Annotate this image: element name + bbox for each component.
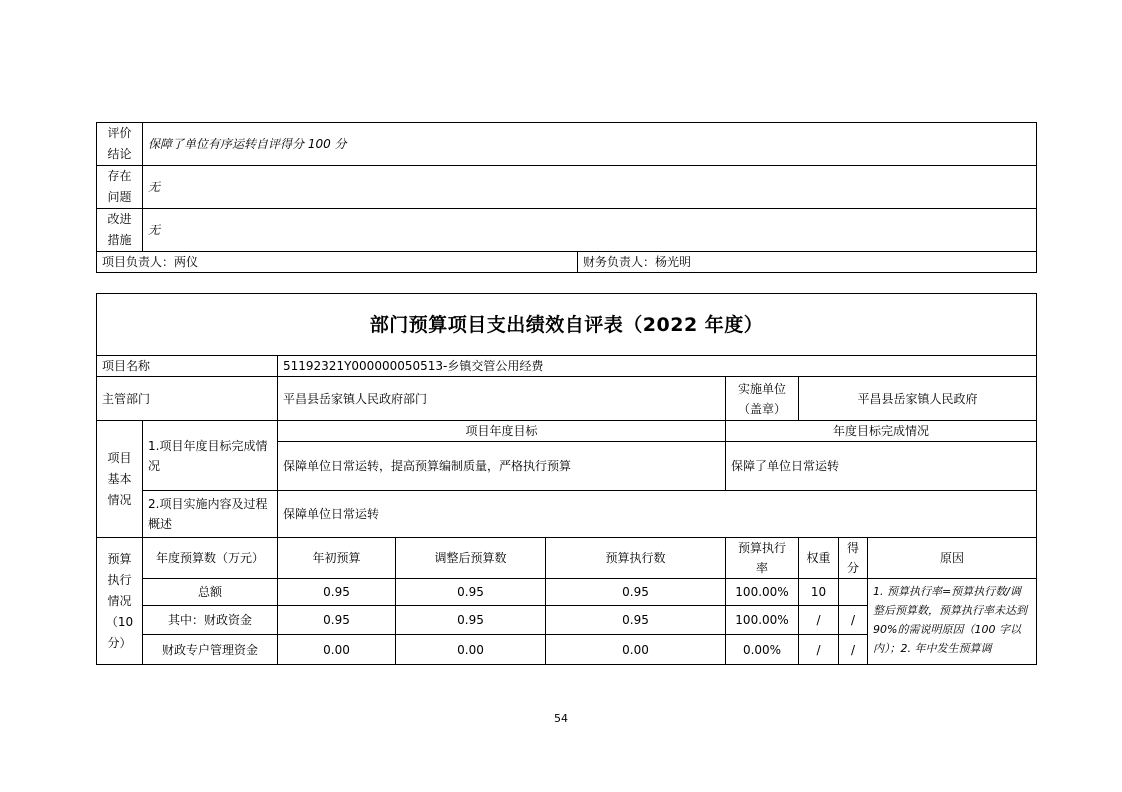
completion-header: 年度目标完成情况 [726, 421, 1037, 442]
impl-unit-label: 实施单位 （盖章） [726, 377, 799, 421]
content-label: 2.项目实施内容及过程概述 [143, 491, 278, 538]
form-title: 部门预算项目支出绩效自评表（2022 年度） [97, 294, 1037, 356]
row-executed: 0.95 [546, 606, 726, 635]
row-rate: 0.00% [726, 635, 799, 665]
dept-value: 平昌县岳家镇人民政府部门 [278, 377, 726, 421]
finance-leader: 财务负责人：杨光明 [578, 252, 1037, 273]
project-name-value: 51192321Y000000050513-乡镇交管公用经费 [278, 356, 1037, 377]
row-adjusted: 0.00 [396, 635, 546, 665]
budget-header-initial: 年初预算 [278, 538, 396, 579]
impl-unit-value: 平昌县岳家镇人民政府 [799, 377, 1037, 421]
row-rate: 100.00% [726, 579, 799, 606]
content-value: 保障单位日常运转 [278, 491, 1037, 538]
budget-header-adjusted: 调整后预算数 [396, 538, 546, 579]
row-executed: 0.00 [546, 635, 726, 665]
dept-label: 主管部门 [97, 377, 278, 421]
row-score: / [839, 606, 868, 635]
row-weight: 10 [799, 579, 839, 606]
goal-label: 1.项目年度目标完成情况 [143, 421, 278, 491]
row-initial: 0.95 [278, 579, 396, 606]
eval-conclusion-label: 评价 结论 [97, 123, 143, 166]
row-executed: 0.95 [546, 579, 726, 606]
completion-value: 保障了单位日常运转 [726, 442, 1037, 491]
row-rate: 100.00% [726, 606, 799, 635]
budget-header-annual: 年度预算数（万元） [143, 538, 278, 579]
budget-header-reason: 原因 [868, 538, 1037, 579]
row-initial: 0.95 [278, 606, 396, 635]
row-weight: / [799, 635, 839, 665]
improvement-value: 无 [143, 209, 1037, 252]
budget-header-weight: 权重 [799, 538, 839, 579]
row-name: 财政专户管理资金 [143, 635, 278, 665]
project-name-label: 项目名称 [97, 356, 278, 377]
page-number: 54 [554, 712, 568, 725]
row-adjusted: 0.95 [396, 606, 546, 635]
budget-header-executed: 预算执行数 [546, 538, 726, 579]
issues-label: 存在 问题 [97, 166, 143, 209]
budget-header-rate: 预算执行 率 [726, 538, 799, 579]
goal-value: 保障单位日常运转，提高预算编制质量，严格执行预算 [278, 442, 726, 491]
row-name: 其中：财政资金 [143, 606, 278, 635]
project-leader: 项目负责人：两仪 [97, 252, 578, 273]
table-row [97, 579, 1037, 606]
row-weight: / [799, 606, 839, 635]
row-name: 总额 [143, 579, 278, 606]
basic-info-label: 项目 基本 情况 [97, 421, 143, 538]
row-score: / [839, 635, 868, 665]
budget-exec-label: 预算 执行 情况 （10 分） [97, 538, 143, 665]
evaluation-table [96, 122, 1037, 273]
eval-conclusion-value: 保障了单位有序运转自评得分 100 分 [143, 123, 1037, 166]
row-adjusted: 0.95 [396, 579, 546, 606]
budget-header-score: 得 分 [839, 538, 868, 579]
row-score [839, 579, 868, 606]
performance-form [96, 293, 1037, 665]
reason-text: 1. 预算执行率=预算执行数/调整后预算数，预算执行率未达到 90%的需说明原因（100 字以内）；2. 年中发生预算调 [868, 579, 1037, 665]
goal-header: 项目年度目标 [278, 421, 726, 442]
issues-value: 无 [143, 166, 1037, 209]
row-initial: 0.00 [278, 635, 396, 665]
improvement-label: 改进 措施 [97, 209, 143, 252]
